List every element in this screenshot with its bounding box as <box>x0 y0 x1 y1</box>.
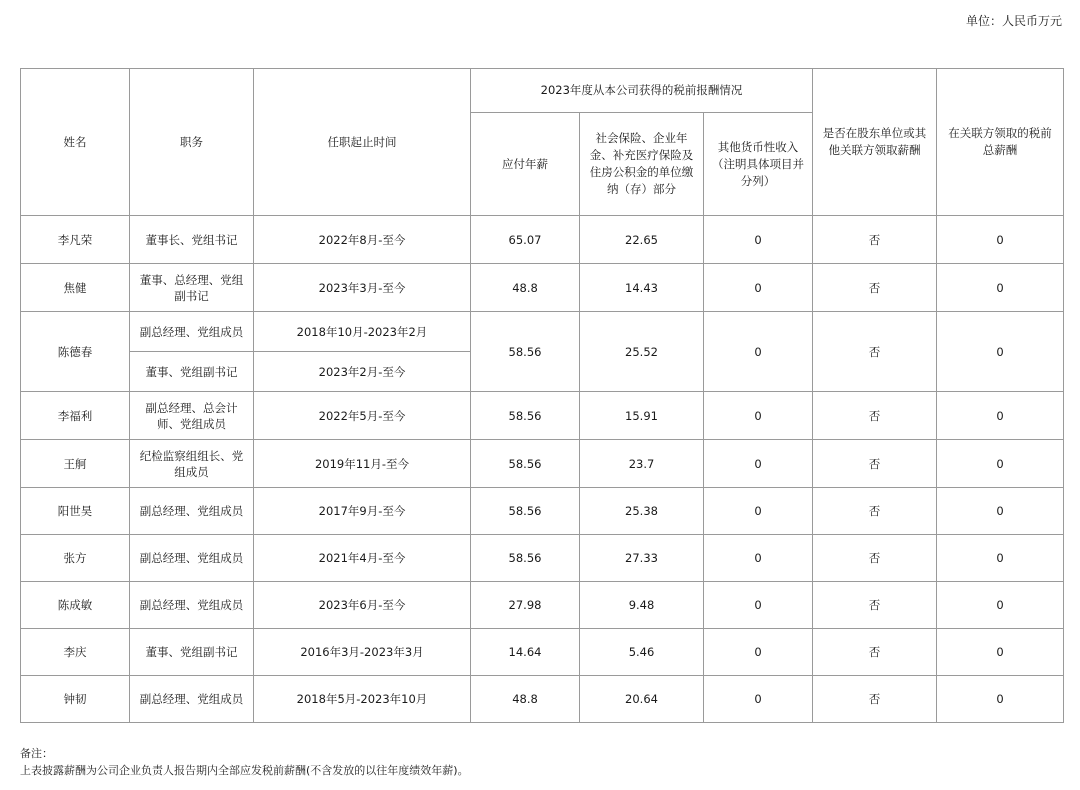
cell-name: 张方 <box>21 535 130 582</box>
notes-text: 上表披露薪酬为公司企业负责人报告期内全部应发税前薪酬(不含发放的以往年度绩效年薪)。 <box>20 764 469 777</box>
cell-related-pay: 0 <box>937 216 1064 264</box>
cell-tenure: 2022年5月-至今 <box>254 392 471 440</box>
cell-related-party: 否 <box>813 629 937 676</box>
cell-tenure: 2018年10月-2023年2月 <box>254 312 471 352</box>
cell-salary: 48.8 <box>471 676 580 723</box>
cell-tenure: 2017年9月-至今 <box>254 488 471 535</box>
header-tenure: 任职起止时间 <box>254 69 471 216</box>
cell-insurance: 20.64 <box>580 676 704 723</box>
cell-other-income: 0 <box>704 440 813 488</box>
cell-tenure: 2021年4月-至今 <box>254 535 471 582</box>
header-related-pay: 在关联方领取的税前总薪酬 <box>937 69 1064 216</box>
header-other-income: 其他货币性收入（注明具体项目并分列） <box>704 113 813 216</box>
cell-name: 李庆 <box>21 629 130 676</box>
table-row <box>21 264 1064 312</box>
table-row <box>21 216 1064 264</box>
cell-tenure: 2023年2月-至今 <box>254 352 471 392</box>
table-row <box>21 629 1064 676</box>
cell-salary: 58.56 <box>471 392 580 440</box>
cell-related-party: 否 <box>813 392 937 440</box>
cell-salary: 58.56 <box>471 440 580 488</box>
table-row <box>21 488 1064 535</box>
cell-insurance: 14.43 <box>580 264 704 312</box>
cell-name: 陈成敏 <box>21 582 130 629</box>
cell-tenure: 2019年11月-至今 <box>254 440 471 488</box>
header-insurance: 社会保险、企业年金、补充医疗保险及住房公积金的单位缴纳（存）部分 <box>580 113 704 216</box>
cell-tenure: 2018年5月-2023年10月 <box>254 676 471 723</box>
cell-name: 阳世昊 <box>21 488 130 535</box>
cell-position: 董事、党组副书记 <box>130 352 254 392</box>
cell-related-party: 否 <box>813 488 937 535</box>
cell-name: 李凡荣 <box>21 216 130 264</box>
cell-related-pay: 0 <box>937 676 1064 723</box>
cell-related-party: 否 <box>813 676 937 723</box>
cell-salary: 58.56 <box>471 535 580 582</box>
cell-position: 副总经理、总会计师、党组成员 <box>130 392 254 440</box>
cell-insurance: 9.48 <box>580 582 704 629</box>
cell-related-pay: 0 <box>937 488 1064 535</box>
cell-other-income: 0 <box>704 582 813 629</box>
cell-salary: 27.98 <box>471 582 580 629</box>
cell-related-pay: 0 <box>937 264 1064 312</box>
cell-salary: 65.07 <box>471 216 580 264</box>
cell-insurance: 15.91 <box>580 392 704 440</box>
cell-salary: 14.64 <box>471 629 580 676</box>
cell-related-pay: 0 <box>937 535 1064 582</box>
table-row <box>21 392 1064 440</box>
cell-related-party: 否 <box>813 440 937 488</box>
cell-name: 王舸 <box>21 440 130 488</box>
cell-position: 纪检监察组组长、党组成员 <box>130 440 254 488</box>
cell-insurance: 25.38 <box>580 488 704 535</box>
cell-tenure: 2023年3月-至今 <box>254 264 471 312</box>
header-compensation-group: 2023年度从本公司获得的税前报酬情况 <box>471 69 813 113</box>
unit-label: 单位：人民币万元 <box>965 14 1062 28</box>
cell-salary: 48.8 <box>471 264 580 312</box>
cell-position: 董事长、党组书记 <box>130 216 254 264</box>
cell-related-pay: 0 <box>937 312 1064 392</box>
table-row <box>21 312 1064 352</box>
cell-position: 董事、党组副书记 <box>130 629 254 676</box>
cell-position: 副总经理、党组成员 <box>130 535 254 582</box>
cell-insurance: 23.7 <box>580 440 704 488</box>
cell-related-party: 否 <box>813 535 937 582</box>
cell-other-income: 0 <box>704 216 813 264</box>
cell-name: 陈德春 <box>21 312 130 392</box>
cell-other-income: 0 <box>704 392 813 440</box>
cell-insurance: 27.33 <box>580 535 704 582</box>
cell-related-party: 否 <box>813 216 937 264</box>
cell-insurance: 25.52 <box>580 312 704 392</box>
cell-other-income: 0 <box>704 629 813 676</box>
cell-other-income: 0 <box>704 264 813 312</box>
table-row <box>21 582 1064 629</box>
table-row <box>21 440 1064 488</box>
header-position: 职务 <box>130 69 254 216</box>
compensation-table <box>20 68 1064 723</box>
cell-name: 李福利 <box>21 392 130 440</box>
cell-other-income: 0 <box>704 676 813 723</box>
cell-name: 钟韧 <box>21 676 130 723</box>
cell-other-income: 0 <box>704 488 813 535</box>
cell-insurance: 22.65 <box>580 216 704 264</box>
cell-related-party: 否 <box>813 312 937 392</box>
cell-position: 副总经理、党组成员 <box>130 488 254 535</box>
cell-tenure: 2022年8月-至今 <box>254 216 471 264</box>
cell-related-pay: 0 <box>937 440 1064 488</box>
cell-related-party: 否 <box>813 582 937 629</box>
cell-related-pay: 0 <box>937 629 1064 676</box>
cell-salary: 58.56 <box>471 312 580 392</box>
notes <box>20 745 469 779</box>
header-name: 姓名 <box>21 69 130 216</box>
header-salary: 应付年薪 <box>471 113 580 216</box>
cell-position: 副总经理、党组成员 <box>130 312 254 352</box>
cell-other-income: 0 <box>704 312 813 392</box>
cell-related-pay: 0 <box>937 582 1064 629</box>
cell-position: 董事、总经理、党组副书记 <box>130 264 254 312</box>
header-related-party: 是否在股东单位或其他关联方领取薪酬 <box>813 69 937 216</box>
cell-name: 焦健 <box>21 264 130 312</box>
cell-insurance: 5.46 <box>580 629 704 676</box>
cell-position: 副总经理、党组成员 <box>130 582 254 629</box>
cell-tenure: 2016年3月-2023年3月 <box>254 629 471 676</box>
cell-position: 副总经理、党组成员 <box>130 676 254 723</box>
notes-title: 备注： <box>20 747 53 760</box>
table-row <box>21 535 1064 582</box>
cell-other-income: 0 <box>704 535 813 582</box>
cell-related-pay: 0 <box>937 392 1064 440</box>
cell-salary: 58.56 <box>471 488 580 535</box>
table-row <box>21 676 1064 723</box>
cell-related-party: 否 <box>813 264 937 312</box>
cell-tenure: 2023年6月-至今 <box>254 582 471 629</box>
